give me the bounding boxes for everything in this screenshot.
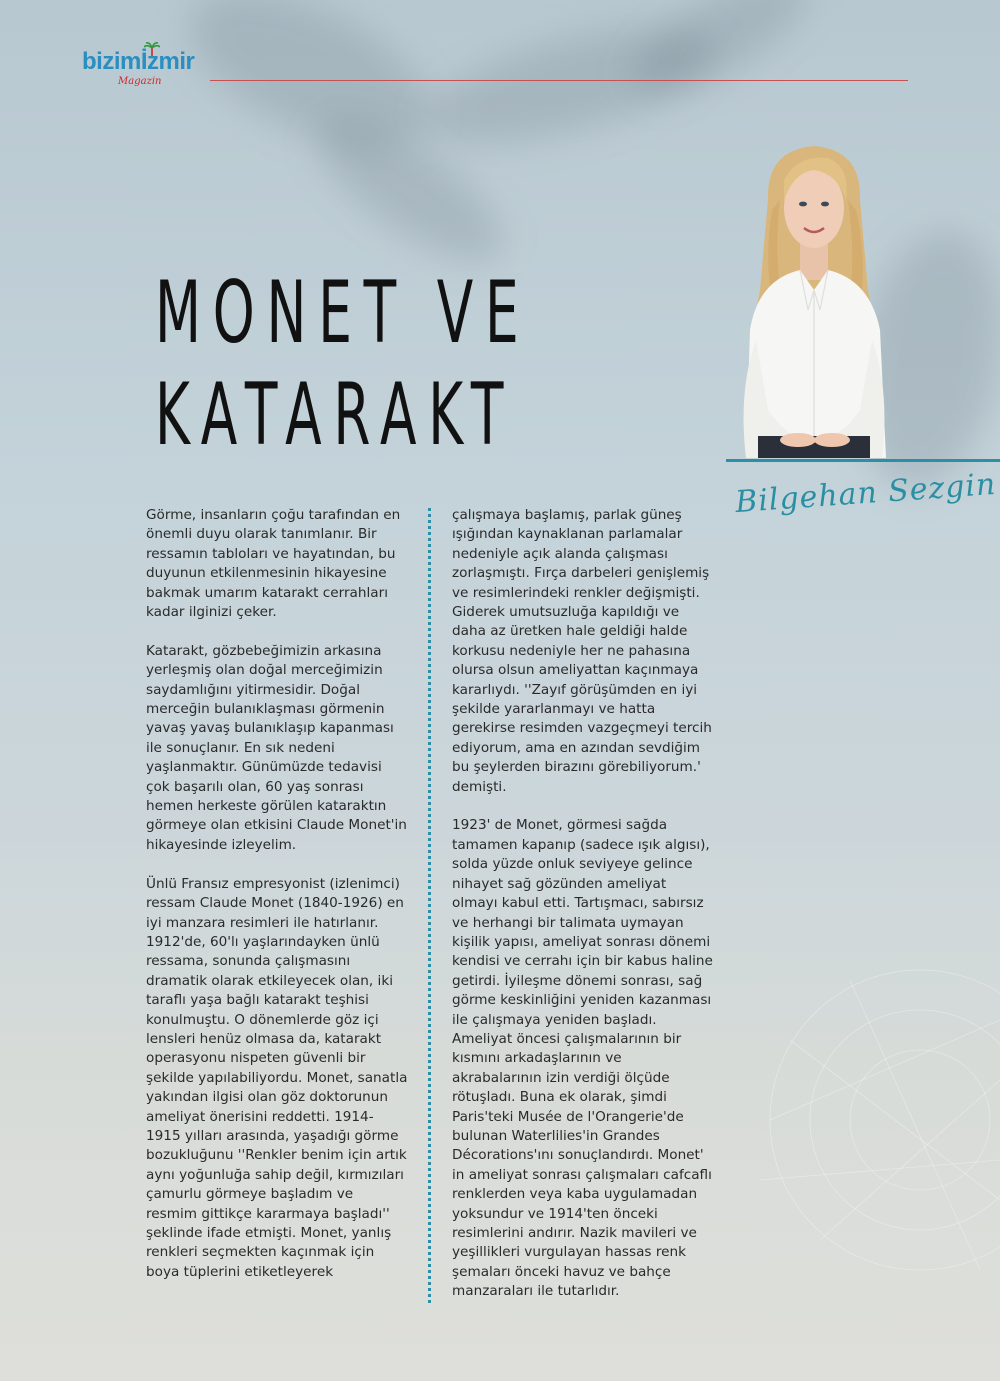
header-rule [210, 80, 908, 81]
article-paragraph: 1923' de Monet, görmesi sağda tamamen kapanıp (sadece ışık algısı), solda yüzde onluk seviyeye gelince nihayet sağ gözünden ameliyat olmayı kabul etti. Tartışmacı, sabırsız ve herhangi bir talimata uymayan kişilik yapısı, ameliyat sonrası dönemi kendisi ve cerrahı için bir kabus haline getirdi. İyileşme dönemi sonrası, sağ görme keskinliğini yeniden kazanması ile çalışmaya yeniden başladı. Ameliyat öncesi çalışmalarının bir kısmını arkadaşlarının ve akrabalarının izin verdiği ölçüde rötuşladı. Buna ek olarak, şimdi Paris'teki Musée de l'Orangerie'de bulunan Waterlilies'in Grandes Décorations'ını sonuçlandırdı. Monet' in ameliyat sonrası çalışmaları cafcaflı renklerden veya kaba uygulamadan yoksundur ve 1914'ten önceki resimlerini andırır. Nazik mavileri ve yeşillikleri vurgulayan hassas renk şemaları önceki havuz ve bahçe manzaraları ile tutarlıdır. [452, 817, 713, 1300]
article-title [155, 262, 531, 466]
logo-wordmark: bizimİzmir [82, 48, 195, 75]
background-network-pattern [700, 960, 1000, 1381]
author-photo [728, 140, 900, 458]
article-paragraph: Katarakt, gözbebeğimizin arkasına yerleşmiş olan doğal merceğimizin saydamlığını yitirmesidir. Doğal merceğin bulanıklaşması görmenin yavaş yavaş bulanıklaşıp kapanması ile sonuçlanır. En sık nedeni yaşlanmaktır. Günümüzde tedavisi çok başarılı olan, 60 yaş sonrası hemen herkeste görülen kataraktın görmeye olan etkisini Claude Monet'in hikayesinde izleyelim. [146, 642, 407, 853]
article-column-right [452, 506, 714, 1321]
title-line: MONET VE [155, 263, 531, 363]
article-column-left [146, 506, 408, 1302]
logo-subtitle: Magazin [118, 76, 162, 87]
article-paragraph: Ünlü Fransız empresyonist (izlenimci) ressam Claude Monet (1840-1926) en iyi manzara resimleri ile hatırlanır. 1912'de, 60'lı yaşlarındayken ünlü ressama, sonunda çalışmasını dramatik olarak etkileyecek olan, iki taraflı yaşa bağlı katarakt teşhisi konulmuştu. O dönemlerde göz içi lensleri henüz olmasa da, katarakt operasyonu nispeten güvenli bir şekilde yapılabiliyordu. Monet, sanatla yakından ilgisi olan göz doktorunun ameliyat önerisini reddetti. 1914-1915 yılları arasında, yaşadığı görme bozukluğunu ''Renkler benim için artık aynı yoğunluğa sahip değil, kırmızıları çamurlu görmeye başladım ve resmim gittikçe kararmaya başladı'' şeklinde ifade etmişti. Monet, yanlış renkleri seçmekten kaçınmak için boya tüplerini etiketleyerek [146, 875, 408, 1280]
palm-tree-icon [144, 42, 160, 56]
brand-logo[interactable] [82, 48, 222, 94]
article-paragraph: Görme, insanların çoğu tarafından en önemli duyu olarak tanımlanır. Bir ressamın tabloları ve hayatından, bu duyunun etkilenmesinin hikayesine bakmak umarım katarakt cerrahları kadar ilginizi çeker. [146, 507, 401, 621]
title-line: KATARAKT [155, 365, 516, 465]
author-signature: Bilgehan Sezgin [734, 466, 998, 521]
column-divider [428, 508, 431, 1303]
article-paragraph: çalışmaya başlamış, parlak güneş ışığından kaynaklanan parlamalar nedeniyle açık alanda çalışması zorlaşmıştı. Fırça darbeleri genişlemiş ve resimlerindeki renkler değişmişti. Giderek umutsuzluğa kapıldığı ve daha az üretken hale geldiği halde korkusu nedeniyle her ne pahasına olursa olsun ameliyattan kaçınmaya kararlıydı. ''Zayıf görüşümden en iyi şekilde yararlanmayı ve hatta gerekirse resimden vazgeçmeyi tercih ediyorum, ama en azından sevdiğim bu şeylerden birazını görebiliyorum.' demişti. [452, 507, 712, 795]
author-rule [726, 459, 1000, 462]
